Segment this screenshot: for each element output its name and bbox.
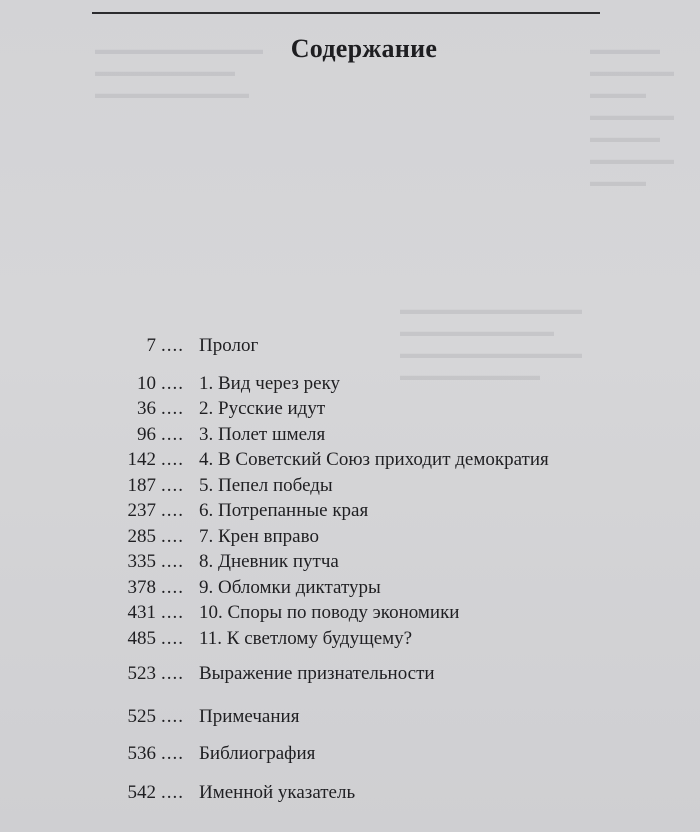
toc-leader-dots: .... [161, 373, 184, 394]
toc-entry [0, 449, 700, 473]
toc-page-number: 335 [127, 551, 156, 572]
toc-entry [0, 782, 700, 806]
toc-entry [0, 526, 700, 550]
toc-page-number: 523 [127, 663, 156, 684]
toc-leader-dots: .... [161, 449, 184, 470]
toc-entry [0, 373, 700, 397]
toc-entry [0, 628, 700, 652]
toc-chapter-title: 10. Споры по поводу экономики [199, 602, 460, 623]
toc-entry [0, 577, 700, 601]
toc-page-number: 431 [127, 602, 156, 623]
toc-page-number: 542 [127, 782, 156, 803]
toc-entry [0, 500, 700, 524]
toc-chapter-title: Выражение признательности [199, 663, 435, 684]
toc-leader-dots: .... [161, 475, 184, 496]
toc-leader-dots: .... [161, 424, 184, 445]
toc-leader-dots: .... [161, 663, 184, 684]
toc-leader-dots: .... [161, 782, 184, 803]
toc-leader-dots: .... [161, 398, 184, 419]
toc-page-number: 36 [137, 398, 156, 419]
toc-chapter-title: 8. Дневник путча [199, 551, 339, 572]
show-through-text: ▬▬▬▬▬ ▬▬▬▬▬▬ ▬▬▬▬ ▬▬▬▬▬▬ ▬▬▬▬▬ ▬▬▬▬▬▬ ▬▬▬▬ [590, 43, 674, 190]
toc-chapter-title: Именной указатель [199, 782, 356, 803]
toc-chapter-title: 2. Русские идут [199, 398, 326, 419]
toc-chapter-title: 3. Полет шмеля [199, 424, 326, 445]
toc-page-number: 96 [137, 424, 156, 445]
toc-chapter-title: 9. Обломки диктатуры [199, 577, 381, 598]
toc-leader-dots: .... [161, 743, 184, 764]
toc-chapter-title: 1. Вид через реку [199, 373, 341, 394]
toc-page-number: 142 [127, 449, 156, 470]
toc-leader-dots: .... [161, 577, 184, 598]
toc-chapter-title: 6. Потрепанные края [199, 500, 369, 521]
toc-entry [0, 706, 700, 730]
toc-leader-dots: .... [161, 628, 184, 649]
toc-leader-dots: .... [161, 602, 184, 623]
toc-entry [0, 475, 700, 499]
toc-leader-dots: .... [161, 551, 184, 572]
page-title: Содержание [290, 34, 438, 63]
toc-chapter-title: 5. Пепел победы [199, 475, 333, 496]
toc-entry [0, 551, 700, 575]
toc-page-number: 485 [127, 628, 156, 649]
toc-page-number: 10 [137, 373, 156, 394]
toc-page-number: 187 [127, 475, 156, 496]
toc-entry [0, 424, 700, 448]
toc-leader-dots: .... [161, 706, 184, 727]
toc-page-number: 285 [127, 526, 156, 547]
toc-entry [0, 602, 700, 626]
toc-chapter-title: Библиография [199, 743, 316, 764]
toc-chapter-title: 4. В Советский Союз приходит демократия [199, 449, 549, 470]
toc-chapter-title: 11. К светлому будущему? [199, 628, 413, 649]
toc-chapter-title: Пролог [199, 335, 259, 356]
toc-entry [0, 663, 700, 687]
show-through-text: ▬▬▬▬▬▬▬▬▬▬▬▬ ▬▬▬▬▬▬▬▬▬▬ ▬▬▬▬▬▬▬▬▬▬▬ [95, 43, 263, 102]
toc-leader-dots: .... [161, 526, 184, 547]
toc-entry [0, 743, 700, 767]
toc-entry [0, 335, 700, 359]
toc-page-number: 7 [146, 335, 156, 356]
toc-page-number: 237 [127, 500, 156, 521]
toc-page-number: 536 [127, 743, 156, 764]
toc-page-number: 525 [127, 706, 156, 727]
toc-leader-dots: .... [161, 500, 184, 521]
toc-chapter-title: Примечания [199, 706, 300, 727]
toc-chapter-title: 7. Крен вправо [199, 526, 319, 547]
toc-page-number: 378 [127, 577, 156, 598]
toc-entry [0, 398, 700, 422]
show-through-text: ▬▬▬▬▬▬▬▬▬▬▬▬▬ ▬▬▬▬▬▬▬▬▬▬▬ ▬▬▬▬▬▬▬▬▬▬▬▬▬ ▬▬▬▬▬▬▬▬▬▬ [400, 303, 582, 384]
toc-leader-dots: .... [161, 335, 184, 356]
